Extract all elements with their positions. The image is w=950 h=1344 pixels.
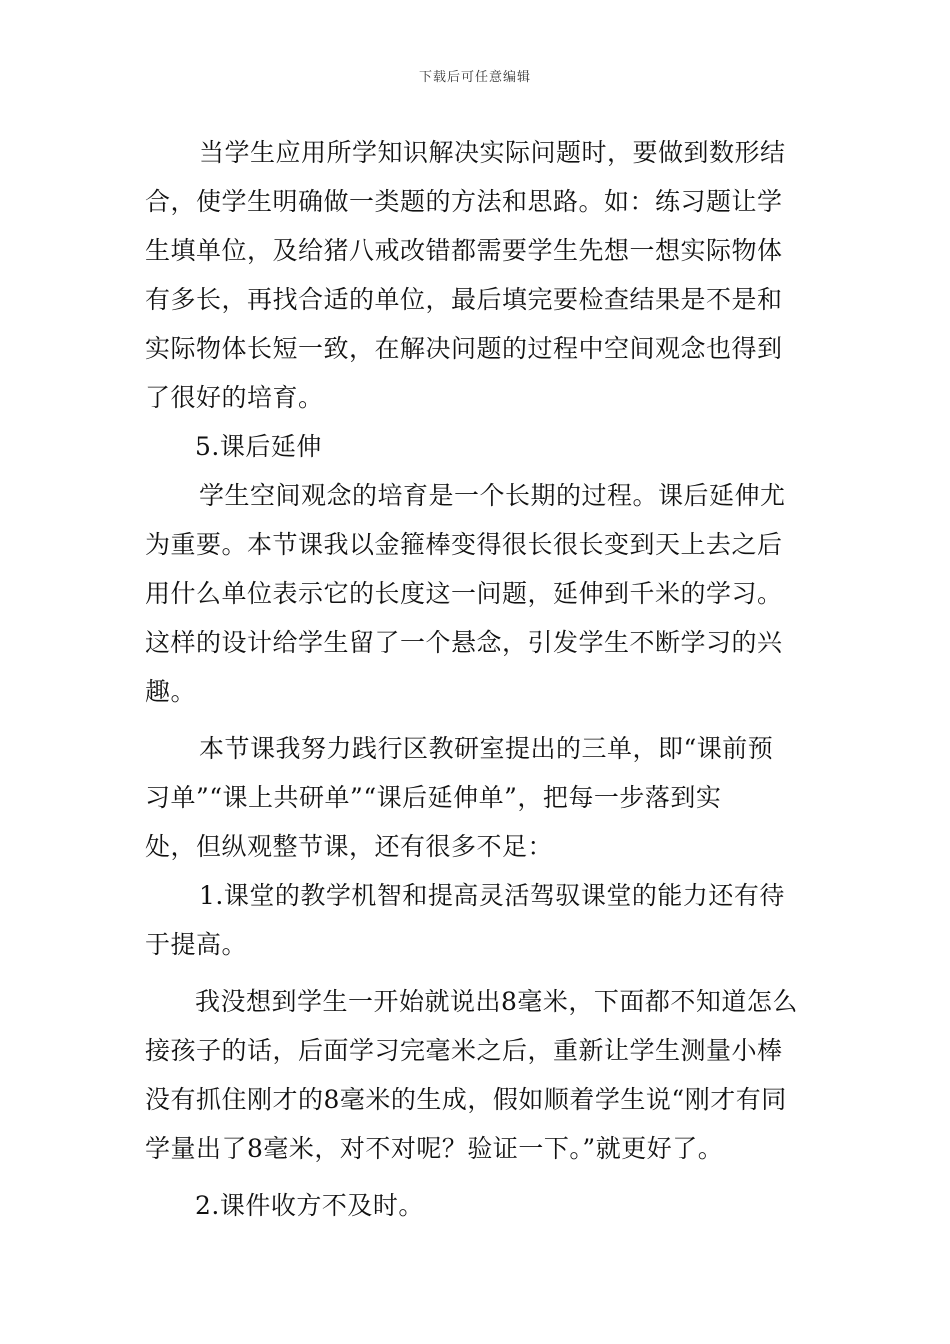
- paragraph-point-one: [145, 871, 810, 969]
- paragraph-reflection: [145, 977, 810, 1173]
- paragraph-extension: [145, 471, 810, 716]
- document-body: [145, 128, 810, 1230]
- text-line: 当学生应用所学知识解决实际问题时，要做到数形结: [199, 138, 786, 167]
- text-line: 这样的设计给学生留了一个悬念，引发学生不断学习的兴: [145, 628, 783, 657]
- text-line: 没有抓住刚才的8毫米的生成，假如顺着学生说“刚才有同: [145, 1085, 787, 1114]
- text-line: 了很好的培育。: [145, 383, 324, 412]
- paragraph-spatial-reasoning: [145, 128, 810, 422]
- text-line: 学生空间观念的培育是一个长期的过程。课后延伸尤: [199, 481, 786, 510]
- text-line: 趣。: [145, 677, 197, 706]
- section-heading: 5.课后延伸: [195, 432, 322, 461]
- text-line: 有多长，再找合适的单位，最后填完要检查结果是不是和: [145, 285, 783, 314]
- text-line: 实际物体长短一致，在解决问题的过程中空间观念也得到: [145, 334, 783, 363]
- text-line: 用什么单位表示它的长度这一问题，延伸到千米的学习。: [145, 579, 783, 608]
- section-heading-extension: [145, 422, 810, 471]
- text-line: 合，使学生明确做一类题的方法和思路。如：练习题让学: [145, 187, 783, 216]
- text-line: 处，但纵观整节课，还有很多不足：: [145, 832, 554, 861]
- text-line: 于提高。: [145, 930, 248, 959]
- page-header: 下载后可任意编辑: [418, 70, 531, 85]
- text-line: 本节课我努力践行区教研室提出的三单，即“课前预: [199, 734, 774, 763]
- text-line: 1.课堂的教学机智和提高灵活驾驭课堂的能力还有待: [199, 881, 785, 910]
- text-line: 为重要。本节课我以金箍棒变得很长很长变到天上去之后: [145, 530, 783, 559]
- text-line: 学量出了8毫米，对不对呢？验证一下。”就更好了。: [145, 1134, 724, 1163]
- text-line: 接孩子的话，后面学习完毫米之后，重新让学生测量小棒: [145, 1036, 783, 1065]
- paragraph-three-sheets: [145, 724, 810, 871]
- text-line: 生填单位，及给猪八戒改错都需要学生先想一想实际物体: [145, 236, 783, 265]
- text-line: 习单”“课上共研单”“课后延伸单”，把每一步落到实: [145, 783, 722, 812]
- text-line: 2.课件收方不及时。: [195, 1191, 424, 1220]
- text-line: 我没想到学生一开始就说出8毫米，下面都不知道怎么: [195, 987, 798, 1016]
- paragraph-point-two: [145, 1181, 810, 1230]
